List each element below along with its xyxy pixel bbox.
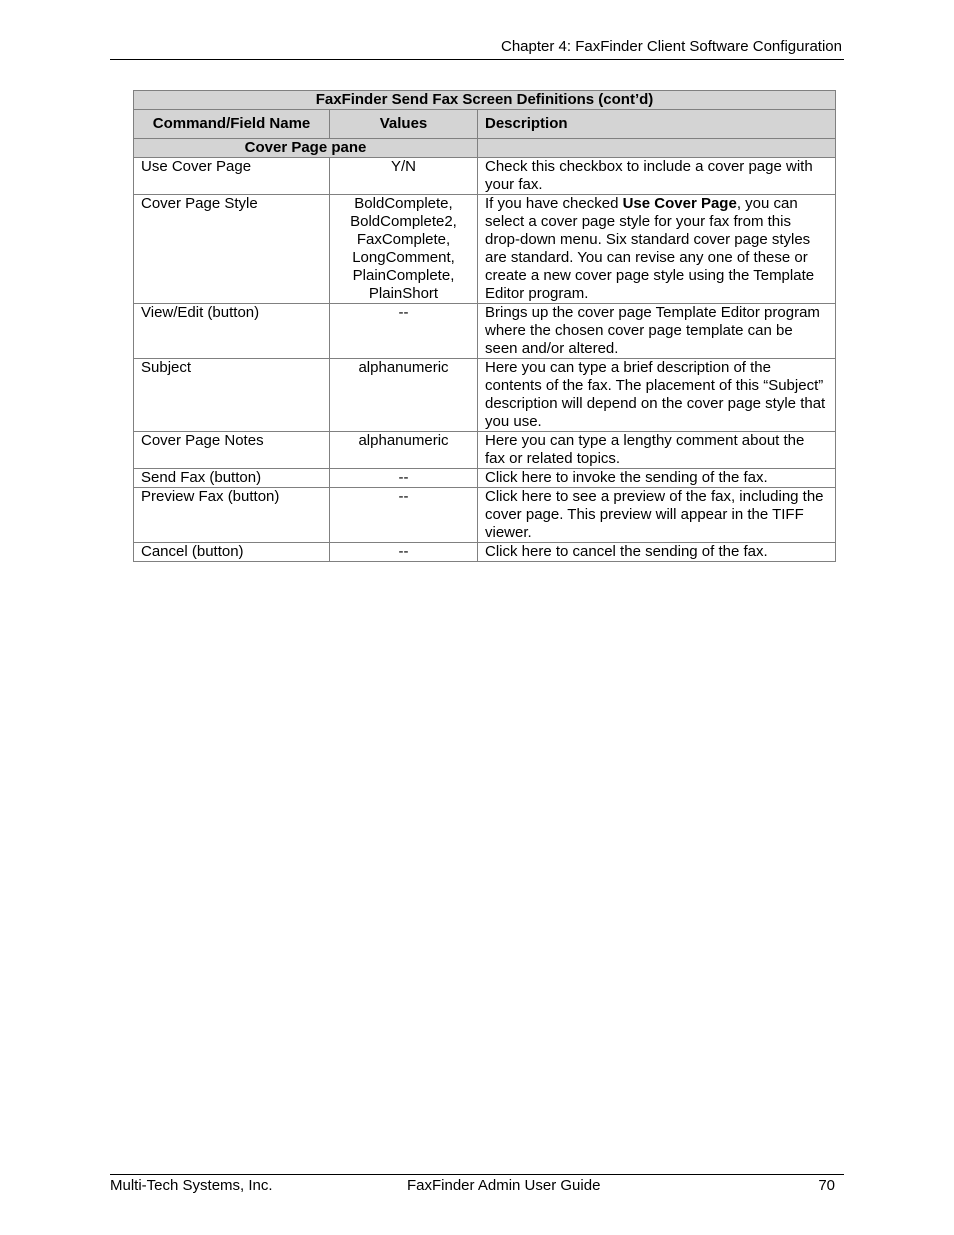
field-name-cell: Send Fax (button) bbox=[134, 469, 330, 488]
table-header-row bbox=[134, 110, 836, 139]
values-cell bbox=[330, 158, 478, 195]
description-text: Click here to invoke the sending of the fax. bbox=[485, 469, 768, 486]
description-text-continued: , you can select a cover page style for your fax from this drop-down menu. Six standard cover page styles are standard. You can revise any one of these or create a new cover page style using the Template Editor program. bbox=[485, 195, 815, 302]
description-text: Click here to cancel the sending of the fax. bbox=[485, 543, 768, 560]
description-text: Click here to see a preview of the fax, including the cover page. This preview will appear in the TIFF viewer. bbox=[485, 488, 824, 541]
table-row bbox=[134, 469, 836, 488]
chapter-header: Chapter 4: FaxFinder Client Software Configuration bbox=[500, 38, 842, 55]
header-rule bbox=[110, 59, 844, 60]
values-cell bbox=[330, 304, 478, 359]
values-cell bbox=[330, 543, 478, 562]
table-row bbox=[134, 488, 836, 543]
field-name-cell: View/Edit (button) bbox=[134, 304, 330, 359]
field-name-cell: Subject bbox=[134, 359, 330, 432]
value-line: BoldComplete, bbox=[354, 195, 453, 212]
section-title: Cover Page pane bbox=[134, 139, 478, 158]
description-text: Here you can type a brief description of the contents of the fax. The placement of this “Subject” description will depend on the cover page style that you use. bbox=[485, 359, 826, 430]
table-row bbox=[134, 432, 836, 469]
footer-rule bbox=[110, 1174, 844, 1175]
field-name-cell: Cover Page Style bbox=[134, 195, 330, 304]
value-line: FaxComplete, bbox=[356, 231, 451, 248]
section-blank-cell bbox=[478, 139, 836, 158]
value-line: PlainShort bbox=[368, 285, 439, 302]
table-title-row bbox=[134, 91, 836, 110]
description-cell bbox=[478, 158, 836, 195]
footer-company: Multi-Tech Systems, Inc. bbox=[110, 1177, 273, 1194]
values-cell bbox=[330, 359, 478, 432]
value-line: BoldComplete2, bbox=[350, 213, 457, 230]
description-text: If you have checked bbox=[485, 195, 623, 212]
value-line: -- bbox=[398, 543, 409, 560]
column-header-command: Command/Field Name bbox=[134, 110, 330, 139]
description-cell bbox=[478, 543, 836, 562]
values-cell bbox=[330, 469, 478, 488]
description-cell bbox=[478, 488, 836, 543]
footer-page-number: 70 bbox=[818, 1177, 835, 1194]
value-line: LongComment, bbox=[352, 249, 455, 266]
description-cell bbox=[478, 304, 836, 359]
values-cell bbox=[330, 488, 478, 543]
value-line: -- bbox=[398, 304, 409, 321]
field-name-cell: Cancel (button) bbox=[134, 543, 330, 562]
field-name-cell: Cover Page Notes bbox=[134, 432, 330, 469]
field-name-cell: Preview Fax (button) bbox=[134, 488, 330, 543]
footer-guide-title: FaxFinder Admin User Guide bbox=[407, 1177, 601, 1194]
table-body bbox=[134, 139, 836, 562]
description-cell bbox=[478, 469, 836, 488]
value-line: -- bbox=[398, 488, 409, 505]
value-line: alphanumeric bbox=[358, 359, 449, 376]
description-text: Check this checkbox to include a cover page with your fax. bbox=[485, 158, 813, 193]
table-row bbox=[134, 304, 836, 359]
values-cell bbox=[330, 195, 478, 304]
column-header-values: Values bbox=[330, 110, 478, 139]
values-cell bbox=[330, 432, 478, 469]
description-cell bbox=[478, 195, 836, 304]
description-text: Here you can type a lengthy comment about the fax or related topics. bbox=[485, 432, 805, 467]
description-text: Brings up the cover page Template Editor program where the chosen cover page template can be seen and/or altered. bbox=[485, 304, 820, 357]
value-line: Y/N bbox=[390, 158, 416, 175]
section-row bbox=[134, 139, 836, 158]
value-line: PlainComplete, bbox=[352, 267, 455, 284]
table-row bbox=[134, 359, 836, 432]
description-cell bbox=[478, 359, 836, 432]
table-row bbox=[134, 195, 836, 304]
field-name-cell: Use Cover Page bbox=[134, 158, 330, 195]
definitions-table bbox=[133, 90, 836, 562]
column-header-description: Description bbox=[478, 110, 836, 139]
description-bold-text: Use Cover Page bbox=[622, 195, 737, 212]
description-cell bbox=[478, 432, 836, 469]
value-line: -- bbox=[398, 469, 409, 486]
table-row bbox=[134, 158, 836, 195]
table-row bbox=[134, 543, 836, 562]
value-line: alphanumeric bbox=[358, 432, 449, 449]
table-title: FaxFinder Send Fax Screen Definitions (cont’d) bbox=[134, 91, 836, 110]
